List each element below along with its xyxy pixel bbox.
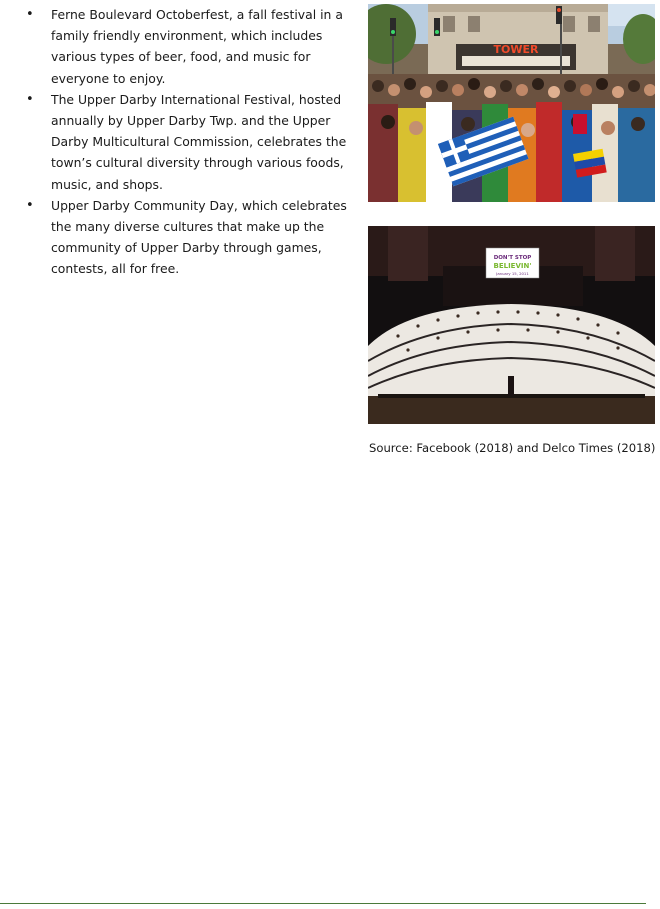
bullet-item-community-day: [24, 195, 354, 280]
bullet-marker: •: [26, 197, 34, 213]
bullet-item-octoberfest: [24, 4, 354, 89]
banner-line-1: DON'T STOP: [493, 255, 532, 261]
bullet-item-international-festival: [24, 89, 354, 195]
bullet-list: [24, 4, 354, 280]
banner-line-2: BELIEVIN': [493, 262, 532, 270]
banner-date: January 15, 2011: [496, 271, 529, 276]
footer-divider: [0, 903, 646, 904]
festival-crowd-illustration: [368, 4, 655, 202]
bullet-text: Ferne Boulevard Octoberfest, a fall festival in a family friendly environment, which includes various types of beer, food, and music for everyone to enjoy.: [51, 7, 343, 86]
choir-concert-illustration: [368, 226, 655, 424]
theater-marquee-sign: TOWER: [493, 43, 539, 56]
choir-concert-photo: [368, 226, 655, 424]
photo-source-caption: Source: Facebook (2018) and Delco Times (2018): [369, 441, 656, 455]
bullet-marker: •: [26, 7, 34, 22]
bullet-text: The Upper Darby International Festival, hosted annually by Upper Darby Twp. and the Upper Darby Multicultural Commission, celebrates the town’s cultural diversity through various foods, music, and shops.: [51, 91, 347, 192]
bullet-text: Upper Darby Community Day, which celebrates the many diverse cultures that make up the community of Upper Darby through games, contests, all for free.: [51, 197, 347, 277]
bullet-marker: •: [26, 91, 34, 107]
festival-crowd-photo: [368, 4, 655, 202]
